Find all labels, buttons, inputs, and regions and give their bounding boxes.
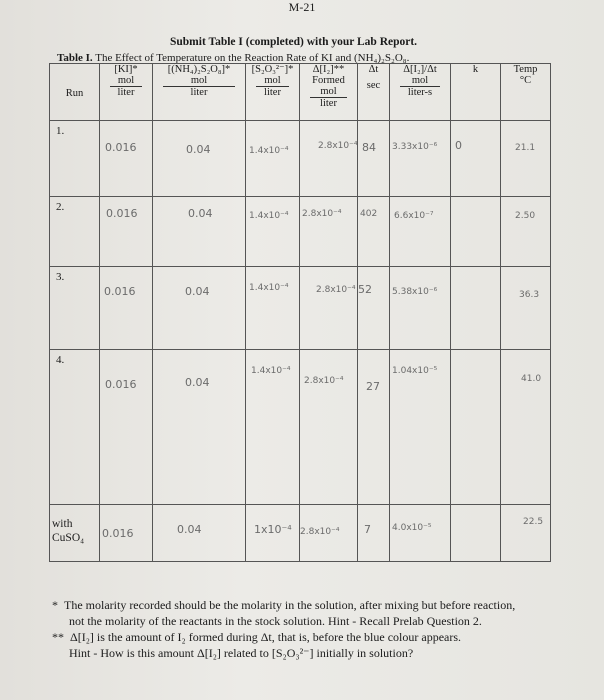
footnote-delta-i2: ** Δ[I₂] is the amount of I₂ formed during Δt, that is, before the blue colour appears. Hint - How is this amount Δ[I₂] related to [S₂O₃²⁻] initially in solution? <box>52 630 462 660</box>
cell-delta-i2: 2.8x10⁻⁴ <box>300 267 358 350</box>
table-row <box>50 267 551 350</box>
cell-delta-i2: 2.8x10⁻⁴ <box>300 121 358 197</box>
header-delta-t: Δt sec <box>358 64 390 121</box>
footnote-molarity: * The molarity recorded should be the molarity in the solution, after mixing but before reaction, not the molarity of the reactants in the stock solution. Hint - Recall Prelab Question 2. <box>52 598 516 628</box>
page-number: M-21 <box>288 0 316 14</box>
cell-temp: 41.0 <box>501 350 551 505</box>
cell-ki: 0.016 <box>100 267 153 350</box>
header-delta-i2: Δ[I₂]** Formed mol liter <box>300 64 358 121</box>
cell-thiosulfate: 1.4x10⁻⁴ <box>246 267 300 350</box>
run-label: 1. <box>50 121 100 197</box>
cell-persulfate: 0.04 <box>153 121 246 197</box>
cell-thiosulfate: 1.4x10⁻⁴ <box>246 197 300 267</box>
cell-ki: 0.016 <box>100 350 153 505</box>
cell-ki: 0.016 <box>100 121 153 197</box>
cell-delta-t: 402 <box>358 197 390 267</box>
cell-ki: 0.016 <box>100 197 153 267</box>
cell-k <box>451 350 501 505</box>
table-row <box>50 350 551 505</box>
table-row <box>50 505 551 562</box>
cell-thiosulfate: 1.4x10⁻⁴ <box>246 121 300 197</box>
header-temp: Temp °C <box>501 64 551 121</box>
header-rate: Δ[I₂]/Δt mol liter-s <box>390 64 451 121</box>
caption-text: The Effect of Temperature on the Reaction Rate of KI and (NH₄)₂S₂O₈. <box>95 52 410 64</box>
cell-rate: 3.33x10⁻⁶ <box>390 121 451 197</box>
run-label: with CuSO₄ <box>50 505 100 562</box>
cell-rate: 6.6x10⁻⁷ <box>390 197 451 267</box>
cell-delta-i2: 2.8x10⁻⁴ <box>300 350 358 505</box>
cell-temp: 2.50 <box>501 197 551 267</box>
cell-rate: 4.0x10⁻⁵ <box>390 505 451 562</box>
cell-delta-i2: 2.8x10⁻⁴ <box>300 505 358 562</box>
cell-temp: 36.3 <box>501 267 551 350</box>
caption-label: Table I. <box>57 52 93 64</box>
cell-thiosulfate: 1.4x10⁻⁴ <box>246 350 300 505</box>
cell-rate: 1.04x10⁻⁵ <box>390 350 451 505</box>
cell-persulfate: 0.04 <box>153 267 246 350</box>
cell-rate: 5.38x10⁻⁶ <box>390 267 451 350</box>
cell-delta-t: 84 <box>358 121 390 197</box>
cell-delta-i2: 2.8x10⁻⁴ <box>300 197 358 267</box>
submit-instruction: Submit Table I (completed) with your Lab Report. <box>170 36 418 48</box>
header-run: Run <box>50 64 100 121</box>
cell-ki: 0.016 <box>100 505 153 562</box>
header-persulfate: [(NH₄)₂S₂O₈]* mol liter <box>153 64 246 121</box>
header-row <box>50 64 551 121</box>
cell-persulfate: 0.04 <box>153 505 246 562</box>
run-label: 4. <box>50 350 100 505</box>
run-label: 2. <box>50 197 100 267</box>
header-ki: [KI]* mol liter <box>100 64 153 121</box>
cell-persulfate: 0.04 <box>153 350 246 505</box>
cell-delta-t: 7 <box>358 505 390 562</box>
header-k: k <box>451 64 501 121</box>
cell-temp: 21.1 <box>501 121 551 197</box>
run-label: 3. <box>50 267 100 350</box>
cell-delta-t: 52 <box>358 267 390 350</box>
cell-k: 0 <box>451 121 501 197</box>
cell-thiosulfate: 1x10⁻⁴ <box>246 505 300 562</box>
cell-k <box>451 197 501 267</box>
header-thiosulfate: [S₂O₃²⁻]* mol liter <box>246 64 300 121</box>
cell-k <box>451 267 501 350</box>
cell-temp: 22.5 <box>501 505 551 562</box>
cell-k <box>451 505 501 562</box>
table-row <box>50 121 551 197</box>
cell-persulfate: 0.04 <box>153 197 246 267</box>
cell-delta-t: 27 <box>358 350 390 505</box>
results-table <box>49 63 551 562</box>
table-row <box>50 197 551 267</box>
